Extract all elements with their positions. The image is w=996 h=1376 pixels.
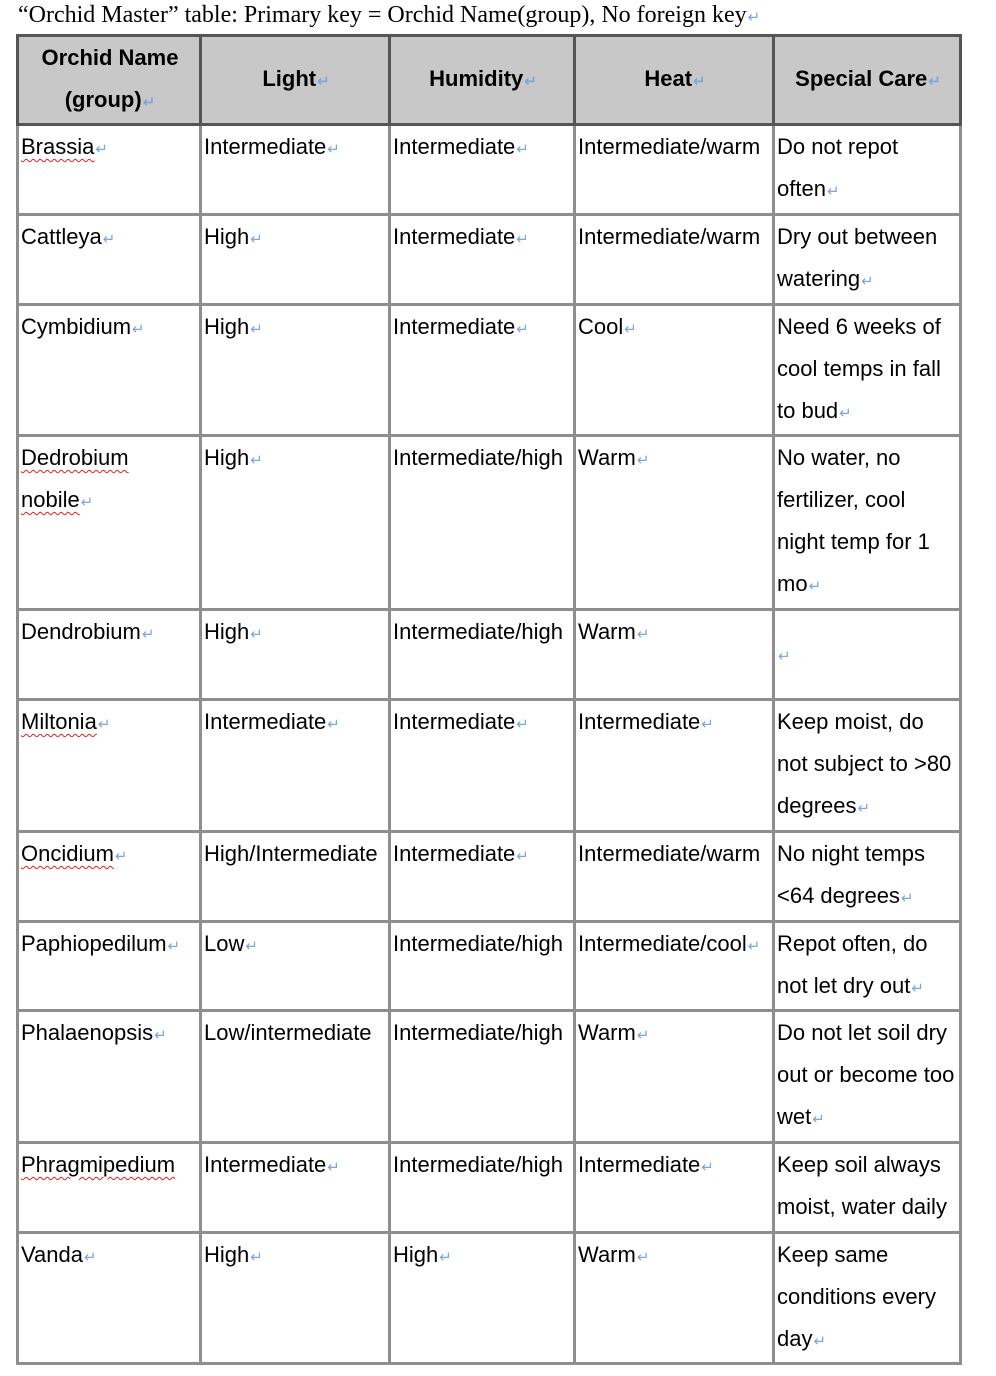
paragraph-mark-icon: ↵ [701,715,714,733]
table-row [18,832,961,922]
paragraph-mark-icon: ↵ [516,847,529,865]
paragraph-mark-icon: ↵ [327,140,340,158]
cell-special-care: Do not repot often↵ [774,125,961,215]
paragraph-mark-icon: ↵ [636,1248,650,1266]
paragraph-mark-icon: ↵ [839,404,852,422]
paragraph-mark-icon: ↵ [80,493,94,511]
cell-light: High↵ [201,305,390,436]
paragraph-mark-icon: ↵ [928,72,941,90]
paragraph-mark-icon: ↵ [516,140,529,158]
cell-special-care: Keep soil always moist, water daily [774,1143,961,1233]
cell-light: High/Intermediate [201,832,390,922]
cell-special-care: Dry out between watering↵ [774,215,961,305]
table-row [18,1233,961,1364]
paragraph-mark-icon: ↵ [701,1158,714,1176]
paragraph-mark-icon: ↵ [317,72,330,90]
cell-light: Intermediate↵ [201,125,390,215]
cell-light: High↵ [201,436,390,610]
cell-heat: Warm↵ [575,610,774,700]
paragraph-mark-icon: ↵ [114,847,128,865]
cell-orchid-name: Phragmipedium [18,1143,201,1233]
cell-humidity: Intermediate/high [390,610,575,700]
cell-orchid-name: Cymbidium↵ [18,305,201,436]
cell-humidity: Intermediate↵ [390,215,575,305]
cell-heat: Warm↵ [575,1233,774,1364]
paragraph-mark-icon: ↵ [636,1026,650,1044]
cell-humidity: Intermediate↵ [390,700,575,832]
cell-heat: Intermediate/warm [575,832,774,922]
paragraph-mark-icon: ↵ [516,715,529,733]
caption-text: “Orchid Master” table: Primary key = Orchid Name(group), No foreign key [18,2,747,28]
cell-heat: Intermediate/warm [575,215,774,305]
header-row [18,36,961,125]
paragraph-mark-icon: ↵ [102,230,116,248]
cell-orchid-name: Miltonia↵ [18,700,201,832]
table-row [18,305,961,436]
paragraph-mark-icon: ↵ [808,577,822,595]
cell-special-care: Keep moist, do not subject to >80 degrees↵ [774,700,961,832]
paragraph-mark-icon: ↵ [95,140,108,158]
cell-light: Low/intermediate [201,1011,390,1143]
paragraph-mark-icon: ↵ [245,937,258,955]
paragraph-mark-icon: ↵ [167,937,181,955]
cell-heat: Warm↵ [575,436,774,610]
cell-heat: Intermediate/warm [575,125,774,215]
paragraph-mark-icon: ↵ [439,1248,452,1266]
paragraph-mark-icon: ↵ [747,937,761,955]
paragraph-mark-icon: ↵ [524,72,537,90]
cell-light: Intermediate↵ [201,1143,390,1233]
cell-special-care: No water, no fertilizer, cool night temp for 1 mo↵ [774,436,961,610]
cell-orchid-name: Dendrobium↵ [18,610,201,700]
table-row [18,1011,961,1143]
paragraph-mark-icon: ↵ [636,625,650,643]
table-row [18,125,961,215]
paragraph-mark-icon: ↵ [142,93,156,111]
cell-orchid-name: Brassia↵ [18,125,201,215]
paragraph-mark-icon: ↵ [154,1026,167,1044]
cell-heat: Cool↵ [575,305,774,436]
cell-humidity: High↵ [390,1233,575,1364]
paragraph-mark-icon: ↵ [250,451,263,469]
paragraph-mark-icon: ↵ [636,451,650,469]
paragraph-mark-icon: ↵ [911,979,924,997]
cell-orchid-name: Phalaenopsis↵ [18,1011,201,1143]
paragraph-mark-icon: ↵ [250,320,263,338]
header-humidity: Humidity↵ [390,36,575,125]
cell-orchid-name: Vanda↵ [18,1233,201,1364]
table-row [18,610,961,700]
cell-orchid-name: Dedrobium nobile↵ [18,436,201,610]
paragraph-mark-icon: ↵ [778,646,791,665]
cell-special-care: Repot often, do not let dry out↵ [774,922,961,1011]
cell-special-care [774,610,961,700]
table-caption [18,0,760,30]
cell-humidity: Intermediate/high [390,922,575,1011]
cell-light: High↵ [201,1233,390,1364]
cell-humidity: Intermediate/high [390,1011,575,1143]
table-row [18,700,961,832]
paragraph-mark-icon: ↵ [132,320,145,338]
cell-special-care: Need 6 weeks of cool temps in fall to bud↵ [774,305,961,436]
paragraph-mark-icon: ↵ [812,1110,825,1128]
header-orchid-name: Orchid Name (group)↵ [18,36,201,125]
table-row [18,215,961,305]
paragraph-mark-icon: ↵ [250,1248,263,1266]
paragraph-mark-icon: ↵ [250,625,263,643]
cell-special-care: Do not let soil dry out or become too wet↵ [774,1011,961,1143]
cell-heat: Intermediate/cool↵ [575,922,774,1011]
paragraph-mark-icon: ↵ [97,715,111,733]
cell-light: High↵ [201,215,390,305]
header-light: Light↵ [201,36,390,125]
table-row [18,922,961,1011]
paragraph-mark-icon: ↵ [624,320,637,338]
cell-humidity: Intermediate↵ [390,832,575,922]
cell-heat: Warm↵ [575,1011,774,1143]
cell-special-care: No night temps <64 degrees↵ [774,832,961,922]
paragraph-mark-icon: ↵ [857,799,871,817]
table-row [18,1143,961,1233]
cell-light: High↵ [201,610,390,700]
cell-humidity: Intermediate/high [390,436,575,610]
paragraph-mark-icon: ↵ [516,230,529,248]
cell-orchid-name: Paphiopedilum↵ [18,922,201,1011]
cell-heat: Intermediate↵ [575,700,774,832]
paragraph-mark-icon: ↵ [327,715,340,733]
cell-light: Low↵ [201,922,390,1011]
paragraph-mark-icon: ↵ [813,1332,827,1350]
cell-special-care: Keep same conditions every day↵ [774,1233,961,1364]
paragraph-mark-icon: ↵ [141,625,155,643]
paragraph-mark-icon: ↵ [693,72,706,90]
cell-humidity: Intermediate/high [390,1143,575,1233]
cell-orchid-name: Cattleya↵ [18,215,201,305]
paragraph-mark-icon: ↵ [747,8,761,26]
table-row [18,436,961,610]
cell-humidity: Intermediate↵ [390,125,575,215]
paragraph-mark-icon: ↵ [516,320,529,338]
orchid-master-table [16,34,962,1365]
paragraph-mark-icon: ↵ [900,889,914,907]
cell-humidity: Intermediate↵ [390,305,575,436]
header-special-care: Special Care↵ [774,36,961,125]
paragraph-mark-icon: ↵ [826,182,840,200]
paragraph-mark-icon: ↵ [861,272,874,290]
cell-heat: Intermediate↵ [575,1143,774,1233]
cell-orchid-name: Oncidium↵ [18,832,201,922]
paragraph-mark-icon: ↵ [83,1248,97,1266]
paragraph-mark-icon: ↵ [250,230,263,248]
cell-light: Intermediate↵ [201,700,390,832]
header-heat: Heat↵ [575,36,774,125]
paragraph-mark-icon: ↵ [327,1158,340,1176]
